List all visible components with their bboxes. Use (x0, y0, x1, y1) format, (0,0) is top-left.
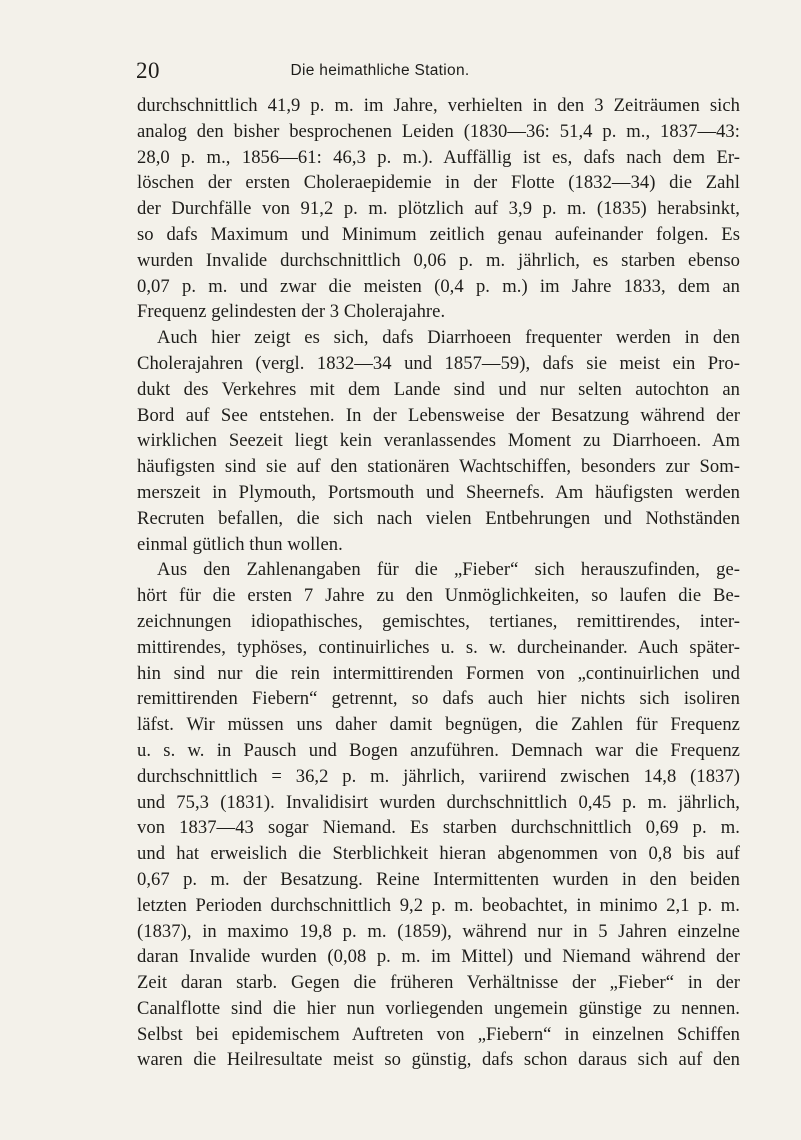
running-title: Die heimathliche Station. (290, 62, 470, 79)
text-line: Selbst bei epidemischem Auftreten von „Fiebern“ in einzelnen Schiffen (137, 1023, 740, 1045)
text-line: durchschnittlich 41,9 p. m. im Jahre, verhielten in den 3 Zeiträumen sich (137, 95, 740, 116)
text-line: zeichnungen idiopathisches, gemischtes, tertianes, remittirendes, inter- (137, 610, 740, 632)
text-line: häufigsten sind sie auf den stationären Wachtschiffen, besonders zur Som- (137, 456, 740, 478)
text-line: 0,07 p. m. und zwar die meisten (0,4 p. m.) im Jahre 1833, dem an (137, 275, 740, 297)
body-text (137, 93, 740, 1073)
text-line: letzten Perioden durchschnittlich 9,2 p. m. beobachtet, in minimo 2,1 p. m. (137, 894, 740, 916)
text-line: remittirenden Fiebern“ getrennt, so dafs auch hier nichts sich isoliren (137, 688, 740, 710)
text-line: (1837), in maximo 19,8 p. m. (1859), während nur in 5 Jahren einzelne (137, 920, 740, 942)
text-line: einmal gütlich thun wollen. (137, 533, 343, 555)
text-line: waren die Heilresultate meist so günstig, dafs schon daraus sich auf den (137, 1049, 740, 1071)
text-line: und hat erweislich die Sterblichkeit hieran abgenommen von 0,8 bis auf (137, 843, 740, 865)
text-line: mittirendes, typhöses, continuirliches u. s. w. durcheinander. Auch später- (137, 636, 740, 658)
paragraph-start-line: Aus den Zahlenangaben für die „Fieber“ sich herauszufinden, ge- (157, 559, 740, 581)
text-line: Cholerajahren (vergl. 1832—34 und 1857—59), dafs sie meist ein Pro- (137, 352, 740, 374)
text-line: Bord auf See entstehen. In der Lebensweise der Besatzung während der (137, 404, 740, 426)
text-line: Recruten befallen, die sich nach vielen Entbehrungen und Nothständen (137, 507, 740, 529)
text-line: 28,0 p. m., 1856—61: 46,3 p. m.). Auffällig ist es, dafs nach dem Er- (137, 146, 740, 168)
text-line: und 75,3 (1831). Invalidisirt wurden durchschnittlich 0,45 p. m. jährlich, (137, 791, 740, 813)
text-line: analog den bisher besprochenen Leiden (1830—36: 51,4 p. m., 1837—43: (137, 120, 740, 142)
text-line: von 1837—43 sogar Niemand. Es starben durchschnittlich 0,69 p. m. (137, 817, 740, 839)
text-line: so dafs Maximum und Minimum zeitlich genau aufeinander folgen. Es (137, 223, 740, 245)
text-line: wurden Invalide durchschnittlich 0,06 p. m. jährlich, es starben ebenso (137, 249, 740, 271)
text-line: läfst. Wir müssen uns daher damit begnügen, die Zahlen für Frequenz (137, 714, 740, 736)
text-line: merszeit in Plymouth, Portsmouth und Sheernefs. Am häufigsten werden (137, 481, 740, 503)
text-line: löschen der ersten Choleraepidemie in der Flotte (1832—34) die Zahl (137, 172, 740, 194)
text-line: der Durchfälle von 91,2 p. m. plötzlich auf 3,9 p. m. (1835) herabsinkt, (137, 198, 740, 220)
text-line: Canalflotte sind die hier nun vorliegenden ungemein günstige zu nennen. (137, 997, 740, 1019)
text-line: Zeit daran starb. Gegen die früheren Verhältnisse der „Fieber“ in der (137, 972, 740, 994)
text-line: durchschnittlich = 36,2 p. m. jährlich, variirend zwischen 14,8 (1837) (137, 765, 740, 787)
paragraph-start-line: Auch hier zeigt es sich, dafs Diarrhoeen frequenter werden in den (157, 327, 740, 349)
text-line: dukt des Verkehres mit dem Lande sind und nur selten autochton an (137, 378, 740, 400)
text-line: daran Invalide wurden (0,08 p. m. im Mittel) und Niemand während der (137, 946, 740, 968)
running-head (136, 58, 736, 84)
text-line: Frequenz gelindesten der 3 Cholerajahre. (137, 301, 446, 323)
text-line: hört für die ersten 7 Jahre zu den Unmöglichkeiten, so laufen die Be- (137, 585, 740, 607)
text-line: 0,67 p. m. der Besatzung. Reine Intermittenten wurden in den beiden (137, 868, 740, 890)
page-number: 20 (136, 58, 160, 83)
text-line: wirklichen Seezeit liegt kein veranlassendes Moment zu Diarrhoeen. Am (137, 430, 740, 452)
text-line: u. s. w. in Pausch und Bogen anzuführen. Demnach war die Frequenz (137, 739, 740, 761)
text-line: hin sind nur die rein intermittirenden Formen von „continuirlichen und (137, 662, 740, 684)
